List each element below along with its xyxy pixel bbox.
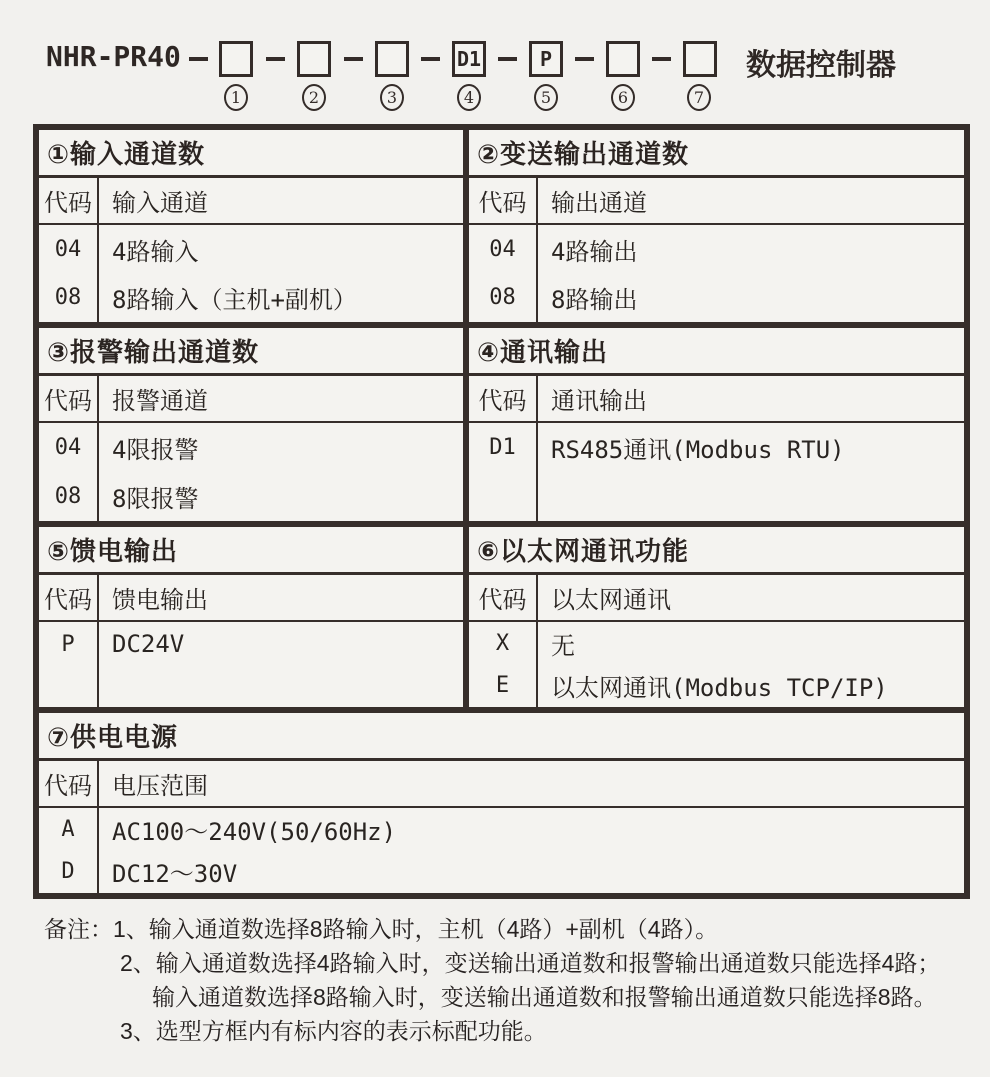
note-item-3: 3、选型方框内有标内容的表示标配功能。	[120, 1018, 547, 1044]
option-box-1	[219, 41, 253, 77]
code-header: 代码	[39, 575, 99, 620]
circled-number-2: 2	[302, 84, 326, 111]
dash-connector	[266, 57, 285, 61]
desc-cell: 4限报警	[112, 436, 199, 464]
column-header-row	[39, 376, 463, 423]
section-communication-output	[469, 328, 964, 521]
table-upper-area	[39, 130, 964, 707]
dash-connector	[189, 57, 208, 61]
option-box-6	[606, 41, 640, 77]
desc-cell: DC12～30V	[112, 860, 238, 888]
option-box-7	[683, 41, 717, 77]
code-cell: A	[61, 816, 75, 842]
dash-connector	[421, 57, 440, 61]
section-title: ①输入通道数	[39, 130, 463, 178]
code-header: 代码	[39, 761, 99, 806]
code-cell: D1	[489, 435, 516, 460]
notes-label: 备注：	[44, 916, 113, 942]
desc-cell: 以太网通讯(Modbus TCP/IP)	[551, 674, 888, 702]
table-left-column	[39, 130, 463, 707]
section-supply-power	[39, 713, 964, 893]
desc-header: 以太网通讯	[551, 587, 671, 614]
code-cell: 08	[489, 285, 516, 310]
code-cell: 08	[54, 484, 82, 509]
selection-table	[33, 124, 970, 899]
desc-cell: 4路输出	[551, 237, 638, 266]
code-header: 代码	[469, 575, 538, 620]
code-cell: X	[495, 630, 510, 656]
desc-header: 通讯输出	[551, 388, 647, 415]
desc-cell: AC100～240V(50/60Hz)	[112, 817, 397, 846]
circled-number-1: 1	[224, 84, 248, 111]
desc-header: 电压范围	[112, 773, 208, 800]
section-title: ②变送输出通道数	[469, 130, 964, 178]
dash-connector	[344, 57, 363, 61]
section-data	[39, 225, 463, 322]
section-title: ④通讯输出	[469, 328, 964, 376]
code-header: 代码	[469, 178, 538, 223]
section-feed-power-output	[39, 527, 463, 707]
option-box-3	[375, 41, 409, 77]
section-alarm-channels	[39, 328, 463, 521]
column-header-row	[469, 575, 964, 622]
circled-number-3: 3	[380, 84, 404, 111]
section-transmit-output-channels	[469, 130, 964, 322]
circled-number-5: 5	[534, 84, 558, 111]
dash-connector	[575, 57, 594, 61]
table-right-column	[469, 130, 964, 707]
dash-connector	[498, 57, 517, 61]
desc-cell: RS485通讯(Modbus RTU)	[551, 436, 845, 464]
option-box-5: P	[529, 41, 563, 77]
desc-header: 输出通道	[551, 190, 647, 217]
section-title: ③报警输出通道数	[39, 328, 463, 376]
circled-number-7: 7	[687, 84, 711, 111]
product-type-label: 数据控制器	[746, 49, 896, 82]
desc-cell: 8路输入（主机+副机）	[112, 286, 357, 314]
code-header: 代码	[39, 376, 99, 421]
section-data	[469, 622, 964, 707]
code-cell: 08	[54, 285, 82, 310]
section-data	[469, 423, 964, 521]
section-data	[39, 808, 964, 893]
desc-cell: DC24V	[112, 630, 185, 658]
model-number: NHR-PR40	[46, 40, 181, 73]
circled-number-6: 6	[611, 84, 635, 111]
desc-cell: 4路输入	[112, 237, 199, 266]
code-header: 代码	[469, 376, 538, 421]
code-cell: 04	[54, 236, 82, 262]
note-item-1: 1、输入通道数选择8路输入时，主机（4路）+副机（4路）。	[113, 916, 719, 942]
section-title: ⑤馈电输出	[39, 527, 463, 575]
code-cell: 04	[54, 435, 82, 460]
section-data	[39, 622, 463, 707]
section-title: ⑥以太网通讯功能	[469, 527, 964, 575]
desc-cell: 无	[551, 631, 575, 660]
desc-cell: 8路输出	[551, 286, 638, 314]
dash-connector	[652, 57, 671, 61]
section-data	[39, 423, 463, 521]
code-cell: D	[61, 859, 75, 884]
desc-cell: 8限报警	[112, 485, 199, 513]
circled-number-4: 4	[457, 84, 481, 111]
code-cell: P	[61, 631, 75, 657]
desc-header: 输入通道	[112, 190, 208, 217]
code-header: 代码	[39, 178, 99, 223]
section-title: ⑦供电电源	[39, 713, 964, 761]
column-header-row	[39, 178, 463, 225]
section-data	[469, 225, 964, 322]
footnotes	[44, 912, 974, 1048]
section-input-channels	[39, 130, 463, 322]
option-box-2	[297, 41, 331, 77]
column-header-row	[469, 376, 964, 423]
column-header-row	[39, 575, 463, 622]
desc-header: 报警通道	[112, 388, 208, 415]
note-line	[44, 912, 974, 946]
code-cell: 04	[489, 236, 516, 262]
note-item-2: 2、输入通道数选择4路输入时，变送输出通道数和报警输出通道数只能选择4路；	[120, 950, 941, 976]
column-header-row	[469, 178, 964, 225]
option-box-4: D1	[452, 41, 486, 77]
desc-header: 馈电输出	[112, 587, 208, 614]
column-header-row	[39, 761, 964, 808]
code-cell: E	[495, 673, 510, 698]
note-item-2-continued: 输入通道数选择8路输入时，变送输出通道数和报警输出通道数只能选择8路。	[152, 984, 937, 1010]
section-ethernet-function	[469, 527, 964, 707]
